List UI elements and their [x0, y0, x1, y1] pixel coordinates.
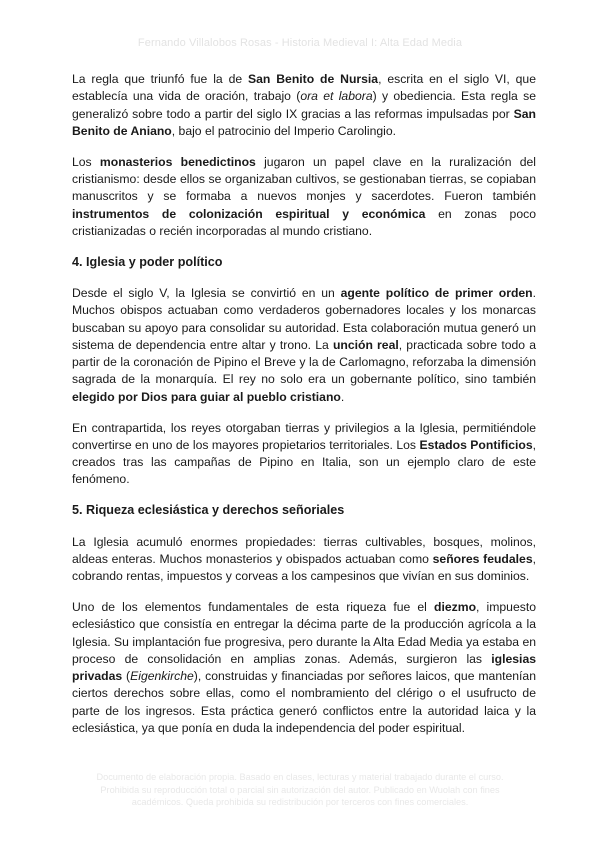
text-run: ) y obediencia. Esta regla se generalizó sobre todo a partir del siglo IX gracias a las reformas impulsadas por: [72, 89, 536, 121]
section-heading-4: 4. Iglesia y poder político: [72, 254, 223, 269]
bold-term: diezmo: [434, 599, 477, 614]
text-run: en zonas poco cristianizadas o recién incorporadas al mundo cristiano.: [72, 206, 536, 238]
bold-term: San Benito de Nursia: [248, 72, 379, 86]
bold-term: Estados Pontificios: [419, 437, 533, 452]
text-run: , bajo el patrocinio del Imperio Carolingio.: [171, 123, 397, 138]
bold-term: monasterios benedictinos: [99, 154, 256, 169]
text-run: (: [122, 669, 131, 684]
bold-term: iglesias privadas: [72, 651, 536, 684]
text-run: Uno de los elementos fundamentales de esta riqueza fue el: [72, 599, 435, 614]
italic-term: Eigenkirche: [130, 669, 194, 684]
paragraph-poder-politico: [72, 285, 536, 406]
text-run: , cobrando rentas, impuestos y corveas a los campesinos que vivían en sus dominios.: [72, 551, 536, 584]
text-run: , impuesto eclesiástico que consistía en entregar la décima parte de la producción agrícola a la Iglesia. Su implantación fue progresiva, pero durante la Alta Edad Media ya estaba en proceso de consolidación en amplias zonas. Además, surgieron las: [72, 599, 536, 666]
bold-term: elegido por Dios para guiar al pueblo cristiano: [72, 389, 341, 404]
page-header: Fernando Villalobos Rosas - Historia Medieval I: Alta Edad Media: [137, 37, 463, 49]
bold-term: agente político de primer orden: [340, 285, 533, 300]
paragraph-contrapartida: [72, 420, 536, 489]
text-run: . Muchos obispos actuaban como verdaderos gobernadores locales y los monarcas buscaban su apoyo para consolidar su autoridad. Esta colaboración mutua generó un sistema de dependencia entre altar y trono. La: [72, 285, 536, 352]
section-heading-5: 5. Riqueza eclesiástica y derechos señoriales: [72, 503, 345, 518]
text-run: Desde el siglo V, la Iglesia se convirtió en un: [72, 285, 341, 300]
bold-term: San Benito de Aniano: [72, 106, 536, 138]
text-run: jugaron un papel clave en la ruralización del cristianismo: desde ellos se organizaban cultivos, se gestionaban tierras, se copiaban manuscritos y se formaba a nuevos monjes y sacerdotes. Fueron también: [72, 154, 537, 204]
paragraph-monasterios: [72, 154, 536, 240]
text-run: , creados tras las campañas de Pipino en Italia, son un ejemplo claro de este fenómeno.: [72, 437, 536, 487]
text-run: .: [340, 389, 345, 404]
paragraph-diezmo: [72, 599, 536, 737]
paragraph-regla-benedictina: [72, 71, 536, 140]
document-body: [72, 71, 536, 751]
text-run: , practicada sobre todo a partir de la coronación de Pipino el Breve y la de Carlomagno, reforzaba la dimensión sagrada de la monarquía. El rey no solo era un gobernante político, sino también: [72, 337, 536, 387]
bold-term: instrumentos de colonización espiritual y económica: [72, 206, 426, 221]
text-run: Los: [72, 154, 100, 169]
bold-term: unción real: [332, 337, 399, 352]
italic-term: ora et labora: [300, 89, 373, 104]
text-run: ), construidas y financiadas por señores laicos, que mantenían ciertos derechos sobre ellas, como el nombramiento del clérigo o el usufructo de parte de los ingresos. Esta práctica generó conflictos entre la autoridad laica y la eclesiástica, ya que ponía en duda la independencia del poder espiritual.: [72, 669, 536, 735]
text-run: , escrita en el siglo VI, que establecía una vida de oración, trabajo (: [72, 72, 536, 104]
text-run: La Iglesia acumuló enormes propiedades: tierras cultivables, bosques, molinos, aldeas enteras. Muchos monasterios y obispados actuaban como: [72, 534, 536, 566]
bold-term: señores feudales: [432, 551, 533, 566]
paragraph-propiedades: [72, 534, 536, 586]
page-footer-disclaimer: Documento de elaboración propia. Basado en clases, lecturas y material trabajado durante el curso. Prohibida su reproducción total o parcial sin autorización del autor. Publicado en Wuolah con fines académicos. Queda prohibida su redistribución por terceros con fines comerciales.: [96, 772, 504, 808]
text-run: La regla que triunfó fue la de: [72, 72, 249, 86]
text-run: En contrapartida, los reyes otorgaban tierras y privilegios a la Iglesia, permitiéndole convertirse en uno de los mayores propietarios territoriales. Los: [72, 420, 536, 452]
